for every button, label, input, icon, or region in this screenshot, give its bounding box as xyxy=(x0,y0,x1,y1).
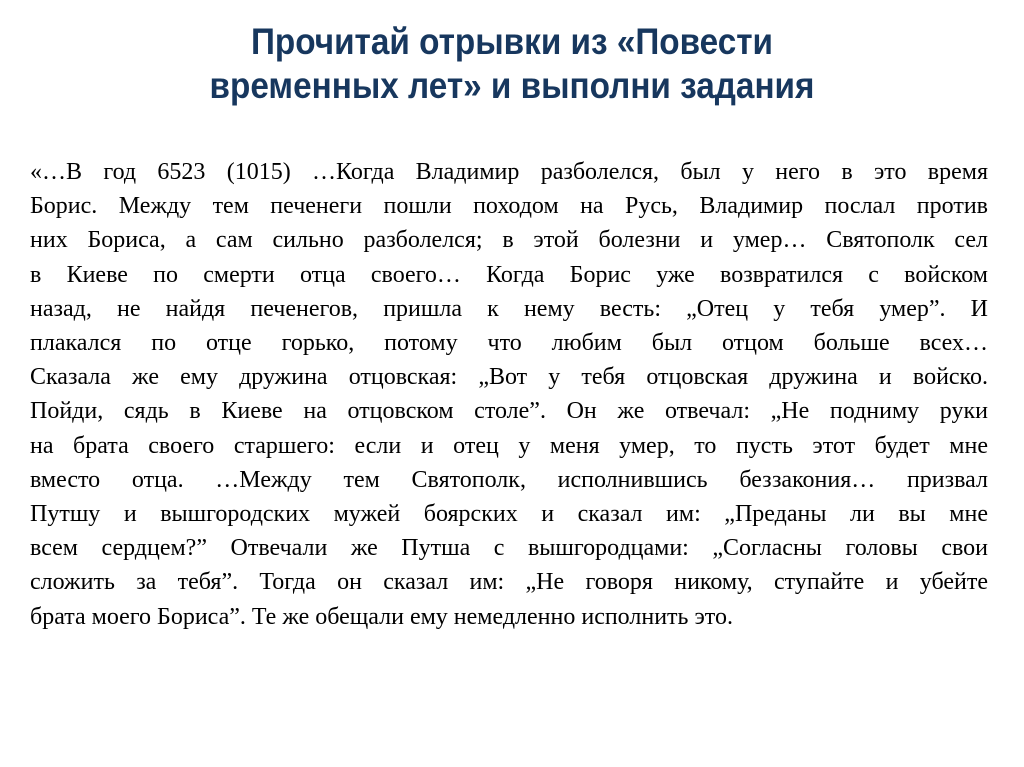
chronicle-passage xyxy=(30,155,988,634)
passage-line: назад, не найдя печенегов, пришла к нему весть: „Отец у тебя умер”. И xyxy=(30,295,988,322)
passage-line: брата моего Бориса”. Те же обещали ему немедленно исполнить это. xyxy=(30,603,733,630)
passage-line: всем сердцем?” Отвечали же Путша с вышгородцами: „Согласны головы свои xyxy=(30,535,988,562)
passage-line: них Бориса, а сам сильно разболелся; в этой болезни и умер… Святополк сел xyxy=(30,227,988,254)
passage-line: плакался по отце горько, потому что любим был отцом больше всех… xyxy=(30,330,988,357)
passage-line: Сказала же ему дружина отцовская: „Вот у тебя отцовская дружина и войско. xyxy=(30,364,988,391)
passage-line: Борис. Между тем печенеги пошли походом на Русь, Владимир послал против xyxy=(30,193,988,220)
slide-title xyxy=(105,20,919,108)
title-line-2: временных лет» и выполни задания xyxy=(209,65,815,106)
passage-line: Путшу и вышгородских мужей боярских и сказал им: „Преданы ли вы мне xyxy=(30,501,988,528)
passage-line: «…В год 6523 (1015) …Когда Владимир разболелся, был у него в это время xyxy=(30,159,988,185)
passage-line: вместо отца. …Между тем Святополк, исполнившись беззакония… призвал xyxy=(30,466,988,493)
passage-line: на брата своего старшего: если и отец у меня умер, то пусть этот будет мне xyxy=(30,432,988,459)
title-line-1: Прочитай отрывки из «Повести xyxy=(250,21,774,62)
passage-line: в Киеве по смерти отца своего… Когда Борис уже возвратился с войском xyxy=(30,261,988,288)
passage-line: сложить за тебя”. Тогда он сказал им: „Не говоря никому, ступайте и убейте xyxy=(30,569,988,596)
passage-line: Пойди, сядь в Киеве на отцовском столе”. Он же отвечал: „Не подниму руки xyxy=(30,398,988,425)
